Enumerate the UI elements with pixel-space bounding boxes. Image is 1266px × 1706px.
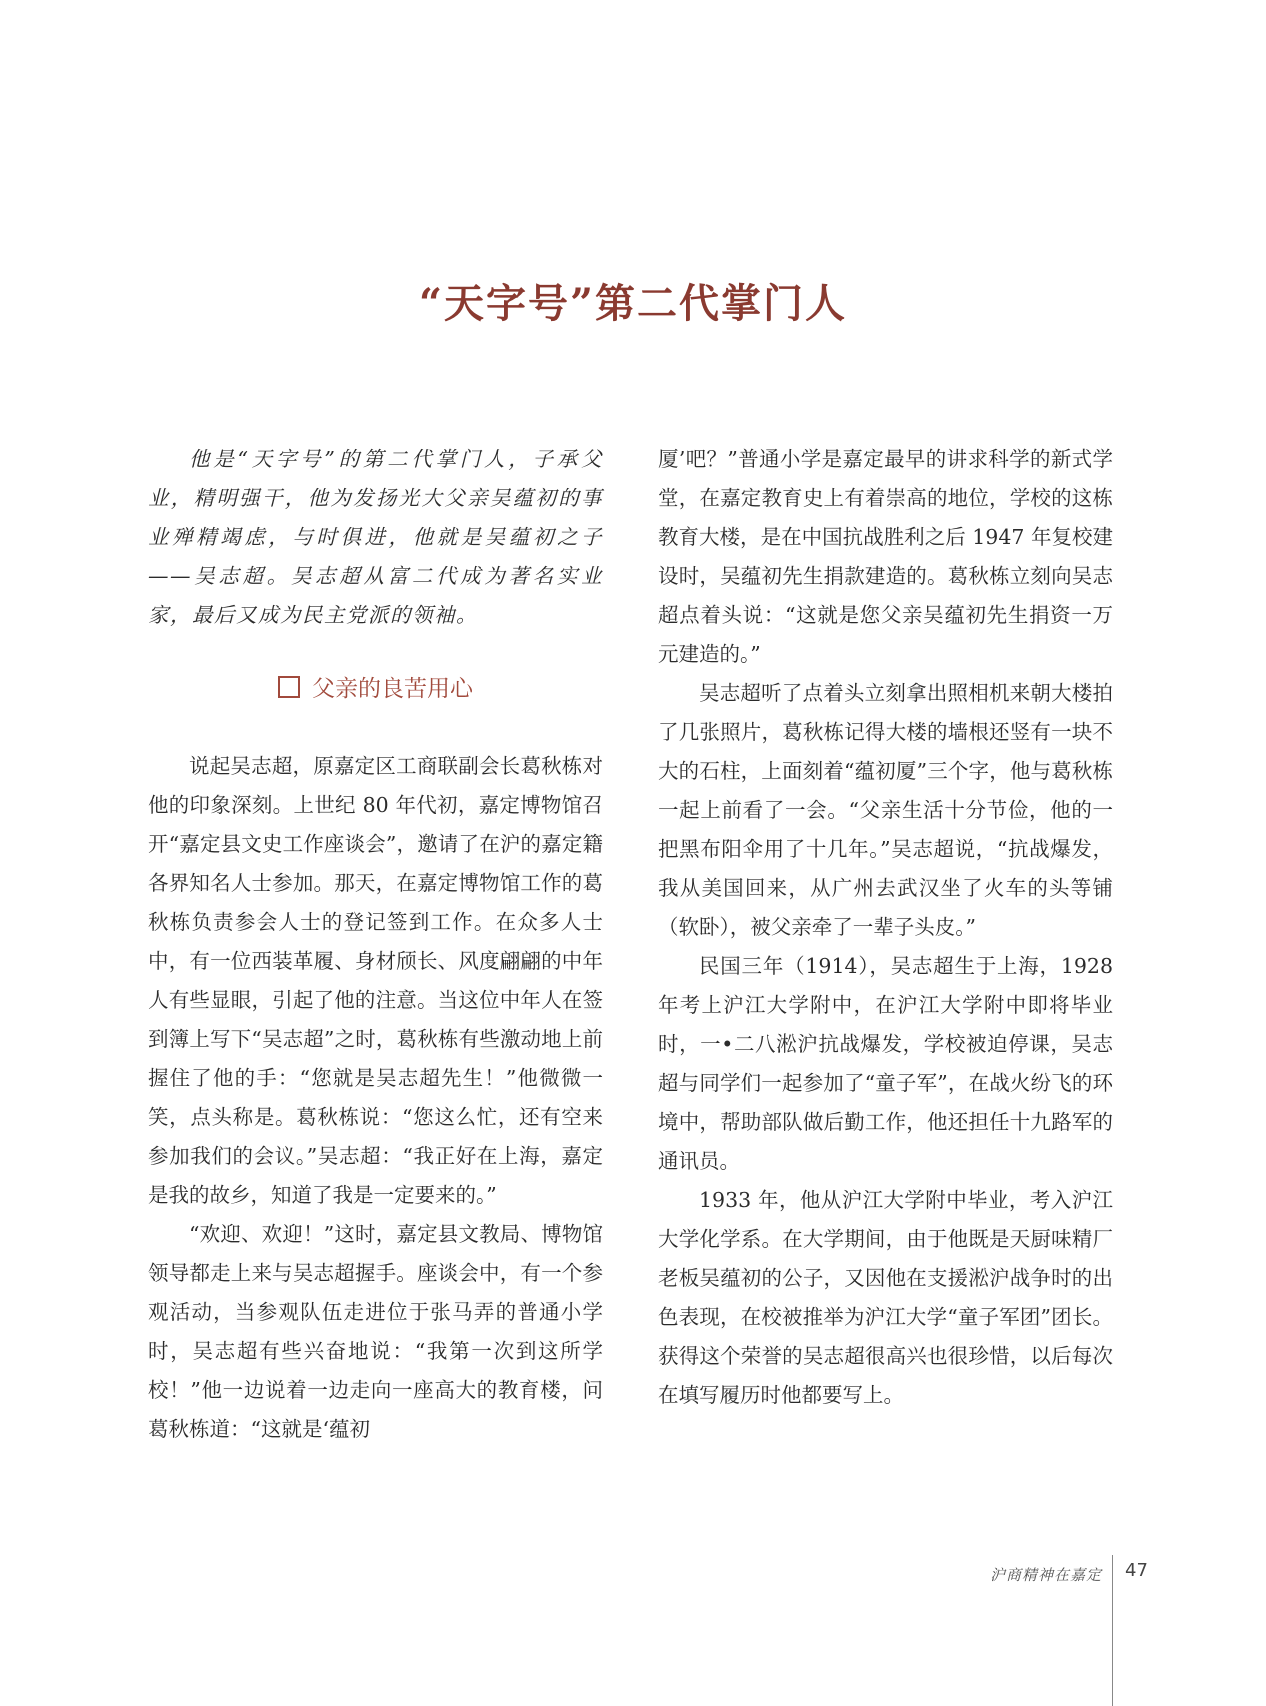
section-heading-text: 父亲的良苦用心 bbox=[312, 676, 473, 702]
body-paragraph: “欢迎、欢迎！”这时，嘉定县文教局、博物馆领导都走上来与吴志超握手。座谈会中，有一个参观活动，当参观队伍走进位于张马弄的普通小学时，吴志超有些兴奋地说：“我第一次到这所学校！”他一边说着一边走向一座高大的教育楼，问葛秋栋道：“这就是‘蕴初 bbox=[148, 1222, 603, 1441]
section-heading bbox=[148, 671, 603, 707]
right-column bbox=[658, 440, 1113, 1415]
left-column bbox=[148, 440, 603, 1449]
page-number: 47 bbox=[1125, 1560, 1148, 1581]
running-footer-title: 沪商精神在嘉定 bbox=[990, 1566, 1103, 1584]
footer-divider bbox=[1112, 1555, 1113, 1706]
body-paragraph: 民国三年（1914），吴志超生于上海，1928 年考上沪江大学附中，在沪江大学附中即将毕业时，一•二八淞沪抗战爆发，学校被迫停课，吴志超与同学们一起参加了“童子军”，在战火纷飞的环境中，帮助部队做后勤工作，他还担任十九路军的通讯员。 bbox=[658, 954, 1113, 1173]
square-bullet-icon bbox=[278, 676, 300, 698]
body-paragraph: 说起吴志超，原嘉定区工商联副会长葛秋栋对他的印象深刻。上世纪 80 年代初，嘉定博物馆召开“嘉定县文史工作座谈会”，邀请了在沪的嘉定籍各界知名人士参加。那天，在嘉定博物馆工作的葛秋栋负责参会人士的登记签到工作。在众多人士中，有一位西装革履、身材颀长、风度翩翩的中年人有些显眼，引起了他的注意。当这位中年人在签到簿上写下“吴志超”之时，葛秋栋有些激动地上前握住了他的手：“您就是吴志超先生！”他微微一笑，点头称是。葛秋栋说：“您这么忙，还有空来参加我们的会议。”吴志超：“我正好在上海，嘉定是我的故乡，知道了我是一定要来的。” bbox=[148, 754, 603, 1207]
body-paragraph-continued: 厦’吧？”普通小学是嘉定最早的讲求科学的新式学堂，在嘉定教育史上有着崇高的地位，学校的这栋教育大楼，是在中国抗战胜利之后 1947 年复校建设时，吴蕴初先生捐款建造的。葛秋栋立刻向吴志超点着头说：“这就是您父亲吴蕴初先生捐资一万元建造的。” bbox=[658, 447, 1113, 666]
body-paragraph: 1933 年，他从沪江大学附中毕业，考入沪江大学化学系。在大学期间，由于他既是天厨味精厂老板吴蕴初的公子，又因他在支援淞沪战争时的出色表现，在校被推举为沪江大学“童子军团”团长。获得这个荣誉的吴志超很高兴也很珍惜，以后每次在填写履历时他都要写上。 bbox=[658, 1188, 1113, 1407]
page-title: “天字号”第二代掌门人 bbox=[418, 280, 847, 327]
intro-paragraph: 他是“天字号”的第二代掌门人，子承父业，精明强干，他为发扬光大父亲吴蕴初的事业殚精竭虑，与时俱进，他就是吴蕴初之子——吴志超。吴志超从富二代成为著名实业家，最后又成为民主党派的领袖。 bbox=[148, 447, 603, 627]
body-paragraph: 吴志超听了点着头立刻拿出照相机来朝大楼拍了几张照片，葛秋栋记得大楼的墙根还竖有一块不大的石柱，上面刻着“蕴初厦”三个字，他与葛秋栋一起上前看了一会。“父亲生活十分节俭，他的一把黑布阳伞用了十几年。”吴志超说，“抗战爆发，我从美国回来，从广州去武汉坐了火车的头等铺（软卧），被父亲牵了一辈子头皮。” bbox=[658, 681, 1113, 939]
